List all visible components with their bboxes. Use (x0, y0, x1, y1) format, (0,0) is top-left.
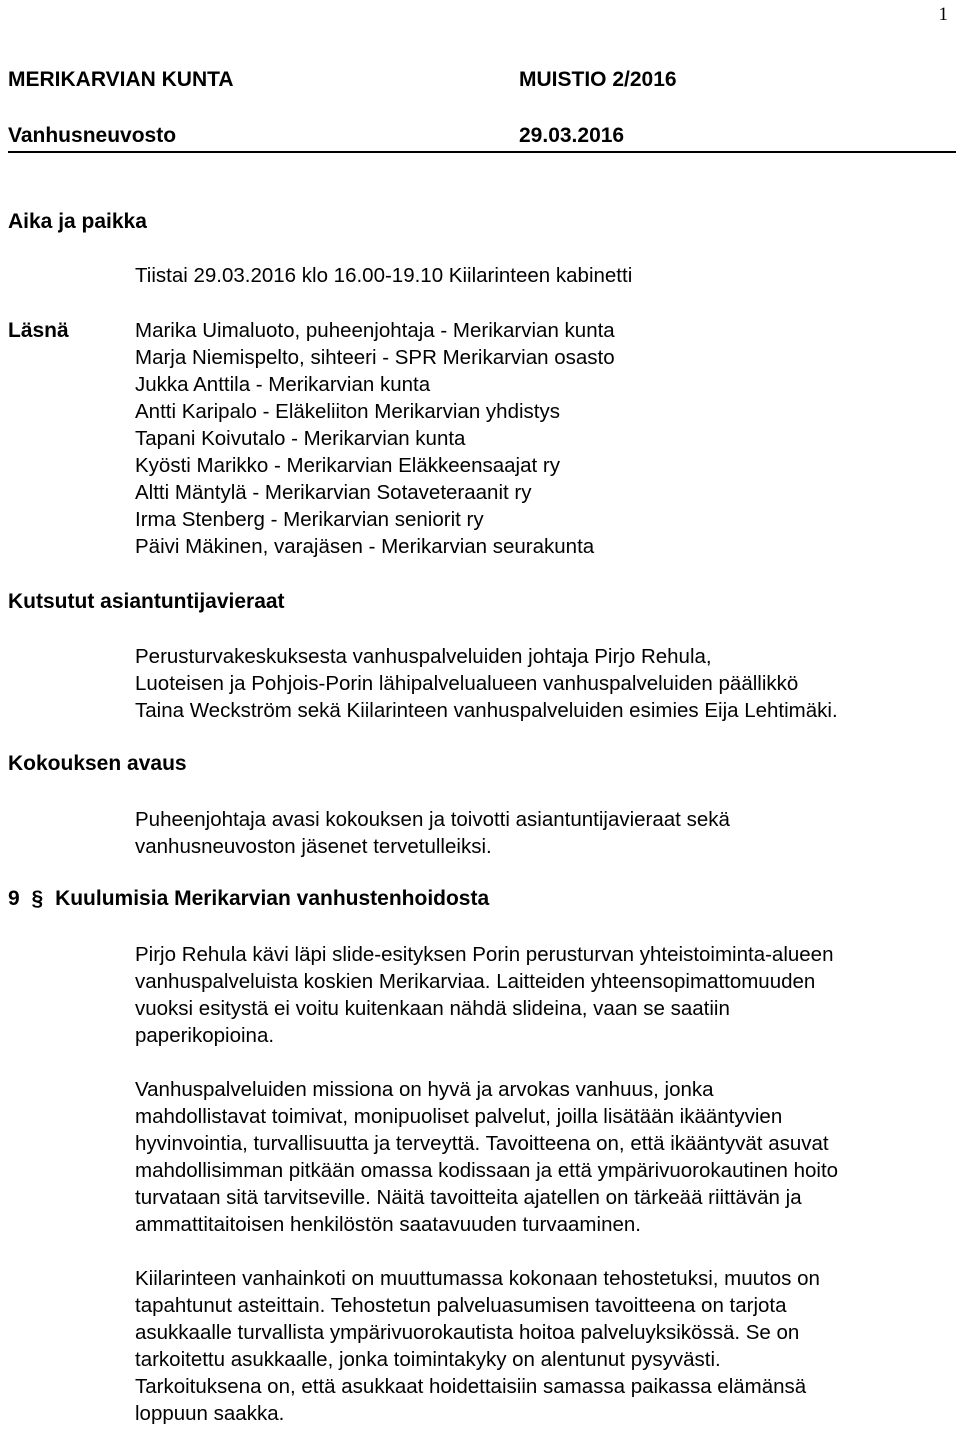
opening-line: vanhusneuvoston jäsenet tervetulleiksi. (135, 835, 492, 858)
document-type: MUISTIO 2/2016 (519, 68, 677, 91)
meeting-date: 29.03.2016 (519, 124, 625, 147)
body-line: Kiilarinteen vanhainkoti on muuttumassa kokonaan tehostetuksi, muutos on (135, 1267, 820, 1290)
body-line: hyvinvointia, turvallisuutta ja terveyttä. Tavoitteena on, että ikääntyvät asuvat (135, 1132, 829, 1155)
body-line: tarkoitettu asukkaalle, jonka toimintakyky on alentunut pysyvästi. (135, 1348, 721, 1371)
body-line: Vanhuspalveluiden missiona on hyvä ja arvokas vanhuus, jonka (135, 1078, 714, 1101)
guests-line: Luoteisen ja Pohjois-Porin lähipalvelualueen vanhuspalveluiden päällikkö (135, 672, 799, 695)
present-member: Antti Karipalo - Eläkeliiton Merikarvian yhdistys (135, 400, 560, 423)
present-member: Marika Uimaluoto, puheenjohtaja - Merikarvian kunta (135, 319, 615, 342)
section-9-body (135, 941, 838, 1427)
present-member: Jukka Anttila - Merikarvian kunta (135, 373, 431, 396)
time-place-value: Tiistai 29.03.2016 klo 16.00-19.10 Kiilarinteen kabinetti (135, 264, 633, 287)
opening-label: Kokouksen avaus (8, 752, 187, 775)
present-member: Altti Mäntylä - Merikarvian Sotaveteraanit ry (135, 481, 532, 504)
present-member: Irma Stenberg - Merikarvian seniorit ry (135, 508, 484, 531)
guests-text (135, 643, 838, 724)
present-label: Läsnä (8, 319, 69, 342)
time-place-label: Aika ja paikka (8, 210, 147, 233)
header-rule (8, 151, 956, 153)
present-member: Marja Niemispelto, sihteeri - SPR Merikarvian osasto (135, 346, 615, 369)
body-line: loppuun saakka. (135, 1402, 285, 1425)
page-number: 1 (938, 4, 948, 25)
body-line: vuoksi esitystä ei voitu kuitenkaan nähdä slideina, vaan se saatiin (135, 997, 730, 1020)
section-title: Kuulumisia Merikarvian vanhustenhoidosta (55, 887, 490, 910)
present-member: Tapani Koivutalo - Merikarvian kunta (135, 427, 466, 450)
opening-text (135, 806, 730, 860)
body-line: paperikopioina. (135, 1024, 275, 1047)
present-list (135, 317, 615, 560)
guests-line: Taina Weckström sekä Kiilarinteen vanhuspalveluiden esimies Eija Lehtimäki. (135, 699, 838, 722)
body-line: Pirjo Rehula kävi läpi slide-esityksen Porin perusturvan yhteistoiminta-alueen (135, 943, 834, 966)
guests-line: Perusturvakeskuksesta vanhuspalveluiden johtaja Pirjo Rehula, (135, 645, 712, 668)
body-paragraph (135, 941, 838, 1049)
body-line: Tarkoituksena on, että asukkaat hoidettaisiin samassa paikassa elämänsä (135, 1375, 807, 1398)
present-member: Päivi Mäkinen, varajäsen - Merikarvian seurakunta (135, 535, 595, 558)
body-line: vanhuspalveluista koskien Merikarviaa. Laitteiden yhteensopimattomuuden (135, 970, 816, 993)
body-paragraph (135, 1265, 838, 1427)
body-line: turvataan sitä tarvitseville. Näitä tavoitteita ajatellen on tärkeää riittävän ja (135, 1186, 802, 1209)
opening-line: Puheenjohtaja avasi kokouksen ja toivotti asiantuntijavieraat sekä (135, 808, 730, 831)
body-line: asukkaalle turvallista ympärivuorokautista hoitoa palveluyksikössä. Se on (135, 1321, 800, 1344)
body-line: mahdollisimman pitkään omassa kodissaan ja että ympärivuorokautinen hoito (135, 1159, 839, 1182)
section-symbol: § (31, 887, 44, 910)
present-member: Kyösti Marikko - Merikarvian Eläkkeensaajat ry (135, 454, 560, 477)
council-name: Vanhusneuvosto (8, 124, 177, 147)
body-paragraph (135, 1076, 838, 1238)
body-line: ammattitaitoisen henkilöstön saatavuuden turvaaminen. (135, 1213, 641, 1236)
body-line: mahdollistavat toimivat, monipuoliset palvelut, joilla lisätään ikääntyvien (135, 1105, 783, 1128)
body-line: tapahtunut asteittain. Tehostetun palveluasumisen tavoitteena on tarjota (135, 1294, 787, 1317)
section-9-heading (8, 887, 489, 911)
section-number: 9 (8, 887, 20, 910)
organization-name: MERIKARVIAN KUNTA (8, 68, 234, 91)
guests-label: Kutsutut asiantuntijavieraat (8, 590, 285, 613)
